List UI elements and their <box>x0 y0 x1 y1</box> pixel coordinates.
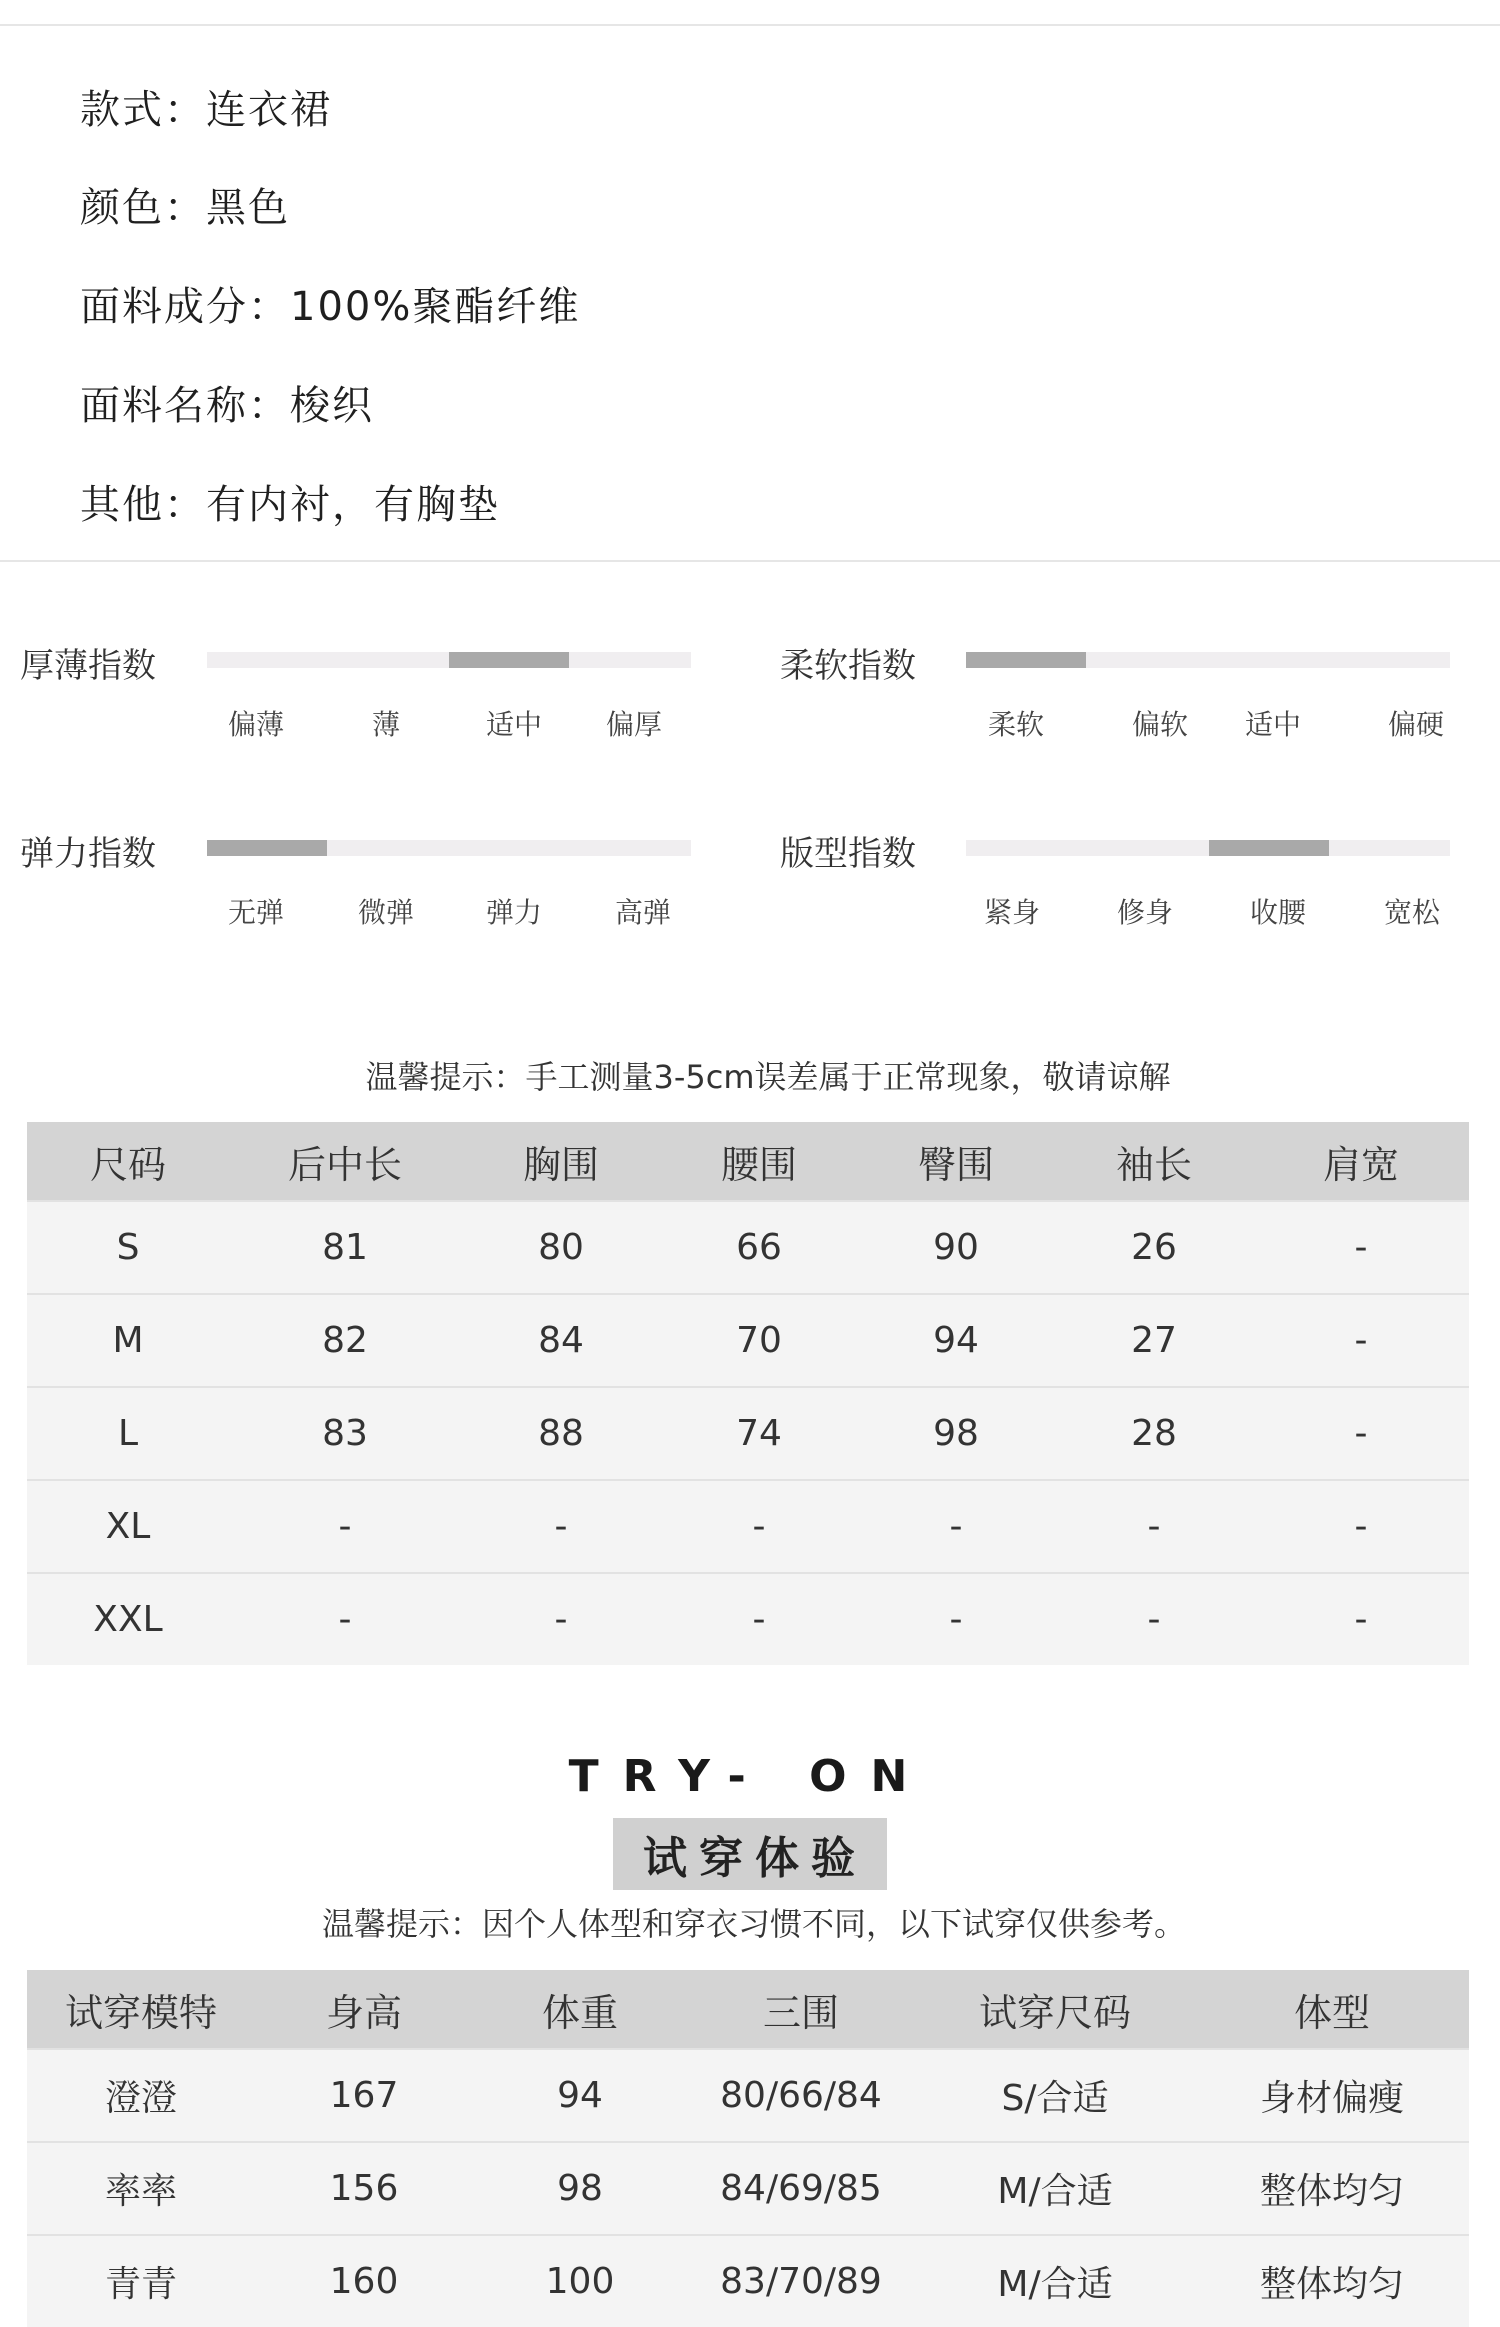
cell: - <box>461 1573 661 1665</box>
cell: XXL <box>27 1573 229 1665</box>
info-fabric-name: 面料名称：梭织 <box>80 383 374 429</box>
thickness-label: 偏厚 <box>605 708 663 741</box>
thickness-index-bar <box>207 652 691 668</box>
cell: 身材偏瘦 <box>1195 2049 1469 2142</box>
cell: - <box>1253 1201 1469 1294</box>
cell: - <box>1055 1480 1253 1573</box>
cell: 160 <box>255 2235 473 2327</box>
elasticity-index-bar <box>207 840 691 856</box>
cell: M/合适 <box>915 2235 1195 2327</box>
cell: - <box>229 1480 461 1573</box>
cell: 94 <box>857 1294 1055 1387</box>
info-color: 颜色：黑色 <box>80 185 290 231</box>
cell: - <box>1253 1294 1469 1387</box>
col-bust: 胸围 <box>461 1122 661 1201</box>
cell: M <box>27 1294 229 1387</box>
softness-index-title: 柔软指数 <box>780 646 916 686</box>
thickness-index-title: 厚薄指数 <box>20 646 156 686</box>
softness-index-level <box>966 652 1086 668</box>
table-row <box>27 1480 1469 1573</box>
tryon-table-header <box>27 1970 1469 2049</box>
cell: 80/66/84 <box>687 2049 915 2142</box>
col-back-length: 后中长 <box>229 1122 461 1201</box>
cell: 90 <box>857 1201 1055 1294</box>
size-table-header <box>27 1122 1469 1201</box>
cell: - <box>229 1573 461 1665</box>
elasticity-index-level <box>207 840 327 856</box>
col-shoulder: 肩宽 <box>1253 1122 1469 1201</box>
elasticity-label: 微弹 <box>357 896 415 929</box>
softness-label: 适中 <box>1244 708 1302 741</box>
cell: 81 <box>229 1201 461 1294</box>
section-divider <box>0 560 1500 562</box>
cell: 青青 <box>27 2235 255 2327</box>
col-model: 试穿模特 <box>27 1970 255 2049</box>
fit-index-title: 版型指数 <box>780 834 916 874</box>
col-weight: 体重 <box>473 1970 687 2049</box>
cell: M/合适 <box>915 2142 1195 2235</box>
cell: - <box>661 1573 857 1665</box>
thickness-label: 偏薄 <box>227 708 285 741</box>
table-row <box>27 2142 1469 2235</box>
cell: - <box>461 1480 661 1573</box>
tryon-table <box>27 1970 1469 2327</box>
cell: - <box>661 1480 857 1573</box>
elasticity-label: 弹力 <box>485 896 543 929</box>
cell: - <box>1055 1573 1253 1665</box>
elasticity-label: 无弹 <box>227 896 285 929</box>
cell: 70 <box>661 1294 857 1387</box>
fit-label: 紧身 <box>983 896 1041 929</box>
cell: L <box>27 1387 229 1480</box>
cell: S/合适 <box>915 2049 1195 2142</box>
fit-label: 收腰 <box>1249 896 1307 929</box>
col-body-type: 体型 <box>1195 1970 1469 2049</box>
cell: 澄澄 <box>27 2049 255 2142</box>
cell: 84/69/85 <box>687 2142 915 2235</box>
thickness-label: 薄 <box>371 708 401 741</box>
fit-index-level <box>1209 840 1329 856</box>
cell: 98 <box>857 1387 1055 1480</box>
cell: 82 <box>229 1294 461 1387</box>
col-waist: 腰围 <box>661 1122 857 1201</box>
cell: 整体均匀 <box>1195 2142 1469 2235</box>
thickness-index-level <box>449 652 569 668</box>
softness-label: 偏硬 <box>1387 708 1445 741</box>
cell: 88 <box>461 1387 661 1480</box>
cell: 156 <box>255 2142 473 2235</box>
elasticity-label: 高弹 <box>614 896 672 929</box>
col-sleeve: 袖长 <box>1055 1122 1253 1201</box>
col-size: 尺码 <box>27 1122 229 1201</box>
cell: 整体均匀 <box>1195 2235 1469 2327</box>
elasticity-index-title: 弹力指数 <box>20 834 156 874</box>
tryon-title-cn: 试穿体验 <box>613 1818 887 1890</box>
tryon-note: 温馨提示：因个人体型和穿衣习惯不同，以下试穿仅供参考。 <box>321 1905 1187 1943</box>
cell: 83 <box>229 1387 461 1480</box>
tryon-title-en: TRY- ON <box>568 1751 932 1802</box>
col-measurements: 三围 <box>687 1970 915 2049</box>
cell: 167 <box>255 2049 473 2142</box>
cell: - <box>1253 1387 1469 1480</box>
info-other: 其他：有内衬，有胸垫 <box>80 482 500 528</box>
table-row <box>27 2049 1469 2142</box>
cell: - <box>857 1480 1055 1573</box>
softness-label: 柔软 <box>987 708 1045 741</box>
fit-index-bar <box>966 840 1450 856</box>
cell: 28 <box>1055 1387 1253 1480</box>
table-row <box>27 2235 1469 2327</box>
table-row <box>27 1294 1469 1387</box>
cell: 66 <box>661 1201 857 1294</box>
cell: - <box>857 1573 1055 1665</box>
table-row <box>27 1201 1469 1294</box>
softness-label: 偏软 <box>1131 708 1189 741</box>
cell: 84 <box>461 1294 661 1387</box>
fit-label: 宽松 <box>1383 896 1441 929</box>
cell: 26 <box>1055 1201 1253 1294</box>
cell: 83/70/89 <box>687 2235 915 2327</box>
cell: 74 <box>661 1387 857 1480</box>
size-note: 温馨提示：手工测量3-5cm误差属于正常现象，敬请谅解 <box>365 1058 1171 1096</box>
info-fabric-composition: 面料成分：100%聚酯纤维 <box>80 284 581 330</box>
cell: 100 <box>473 2235 687 2327</box>
cell: XL <box>27 1480 229 1573</box>
col-hip: 臀围 <box>857 1122 1055 1201</box>
cell: 98 <box>473 2142 687 2235</box>
cell: 率率 <box>27 2142 255 2235</box>
info-style: 款式：连衣裙 <box>80 87 332 133</box>
top-divider <box>0 24 1500 26</box>
cell: 27 <box>1055 1294 1253 1387</box>
table-row <box>27 1387 1469 1480</box>
cell: - <box>1253 1480 1469 1573</box>
col-tryon-size: 试穿尺码 <box>915 1970 1195 2049</box>
fit-label: 修身 <box>1116 896 1174 929</box>
size-table <box>27 1122 1469 1665</box>
cell: - <box>1253 1573 1469 1665</box>
cell: S <box>27 1201 229 1294</box>
table-row <box>27 1573 1469 1665</box>
thickness-label: 适中 <box>485 708 543 741</box>
cell: 80 <box>461 1201 661 1294</box>
cell: 94 <box>473 2049 687 2142</box>
col-height: 身高 <box>255 1970 473 2049</box>
softness-index-bar <box>966 652 1450 668</box>
